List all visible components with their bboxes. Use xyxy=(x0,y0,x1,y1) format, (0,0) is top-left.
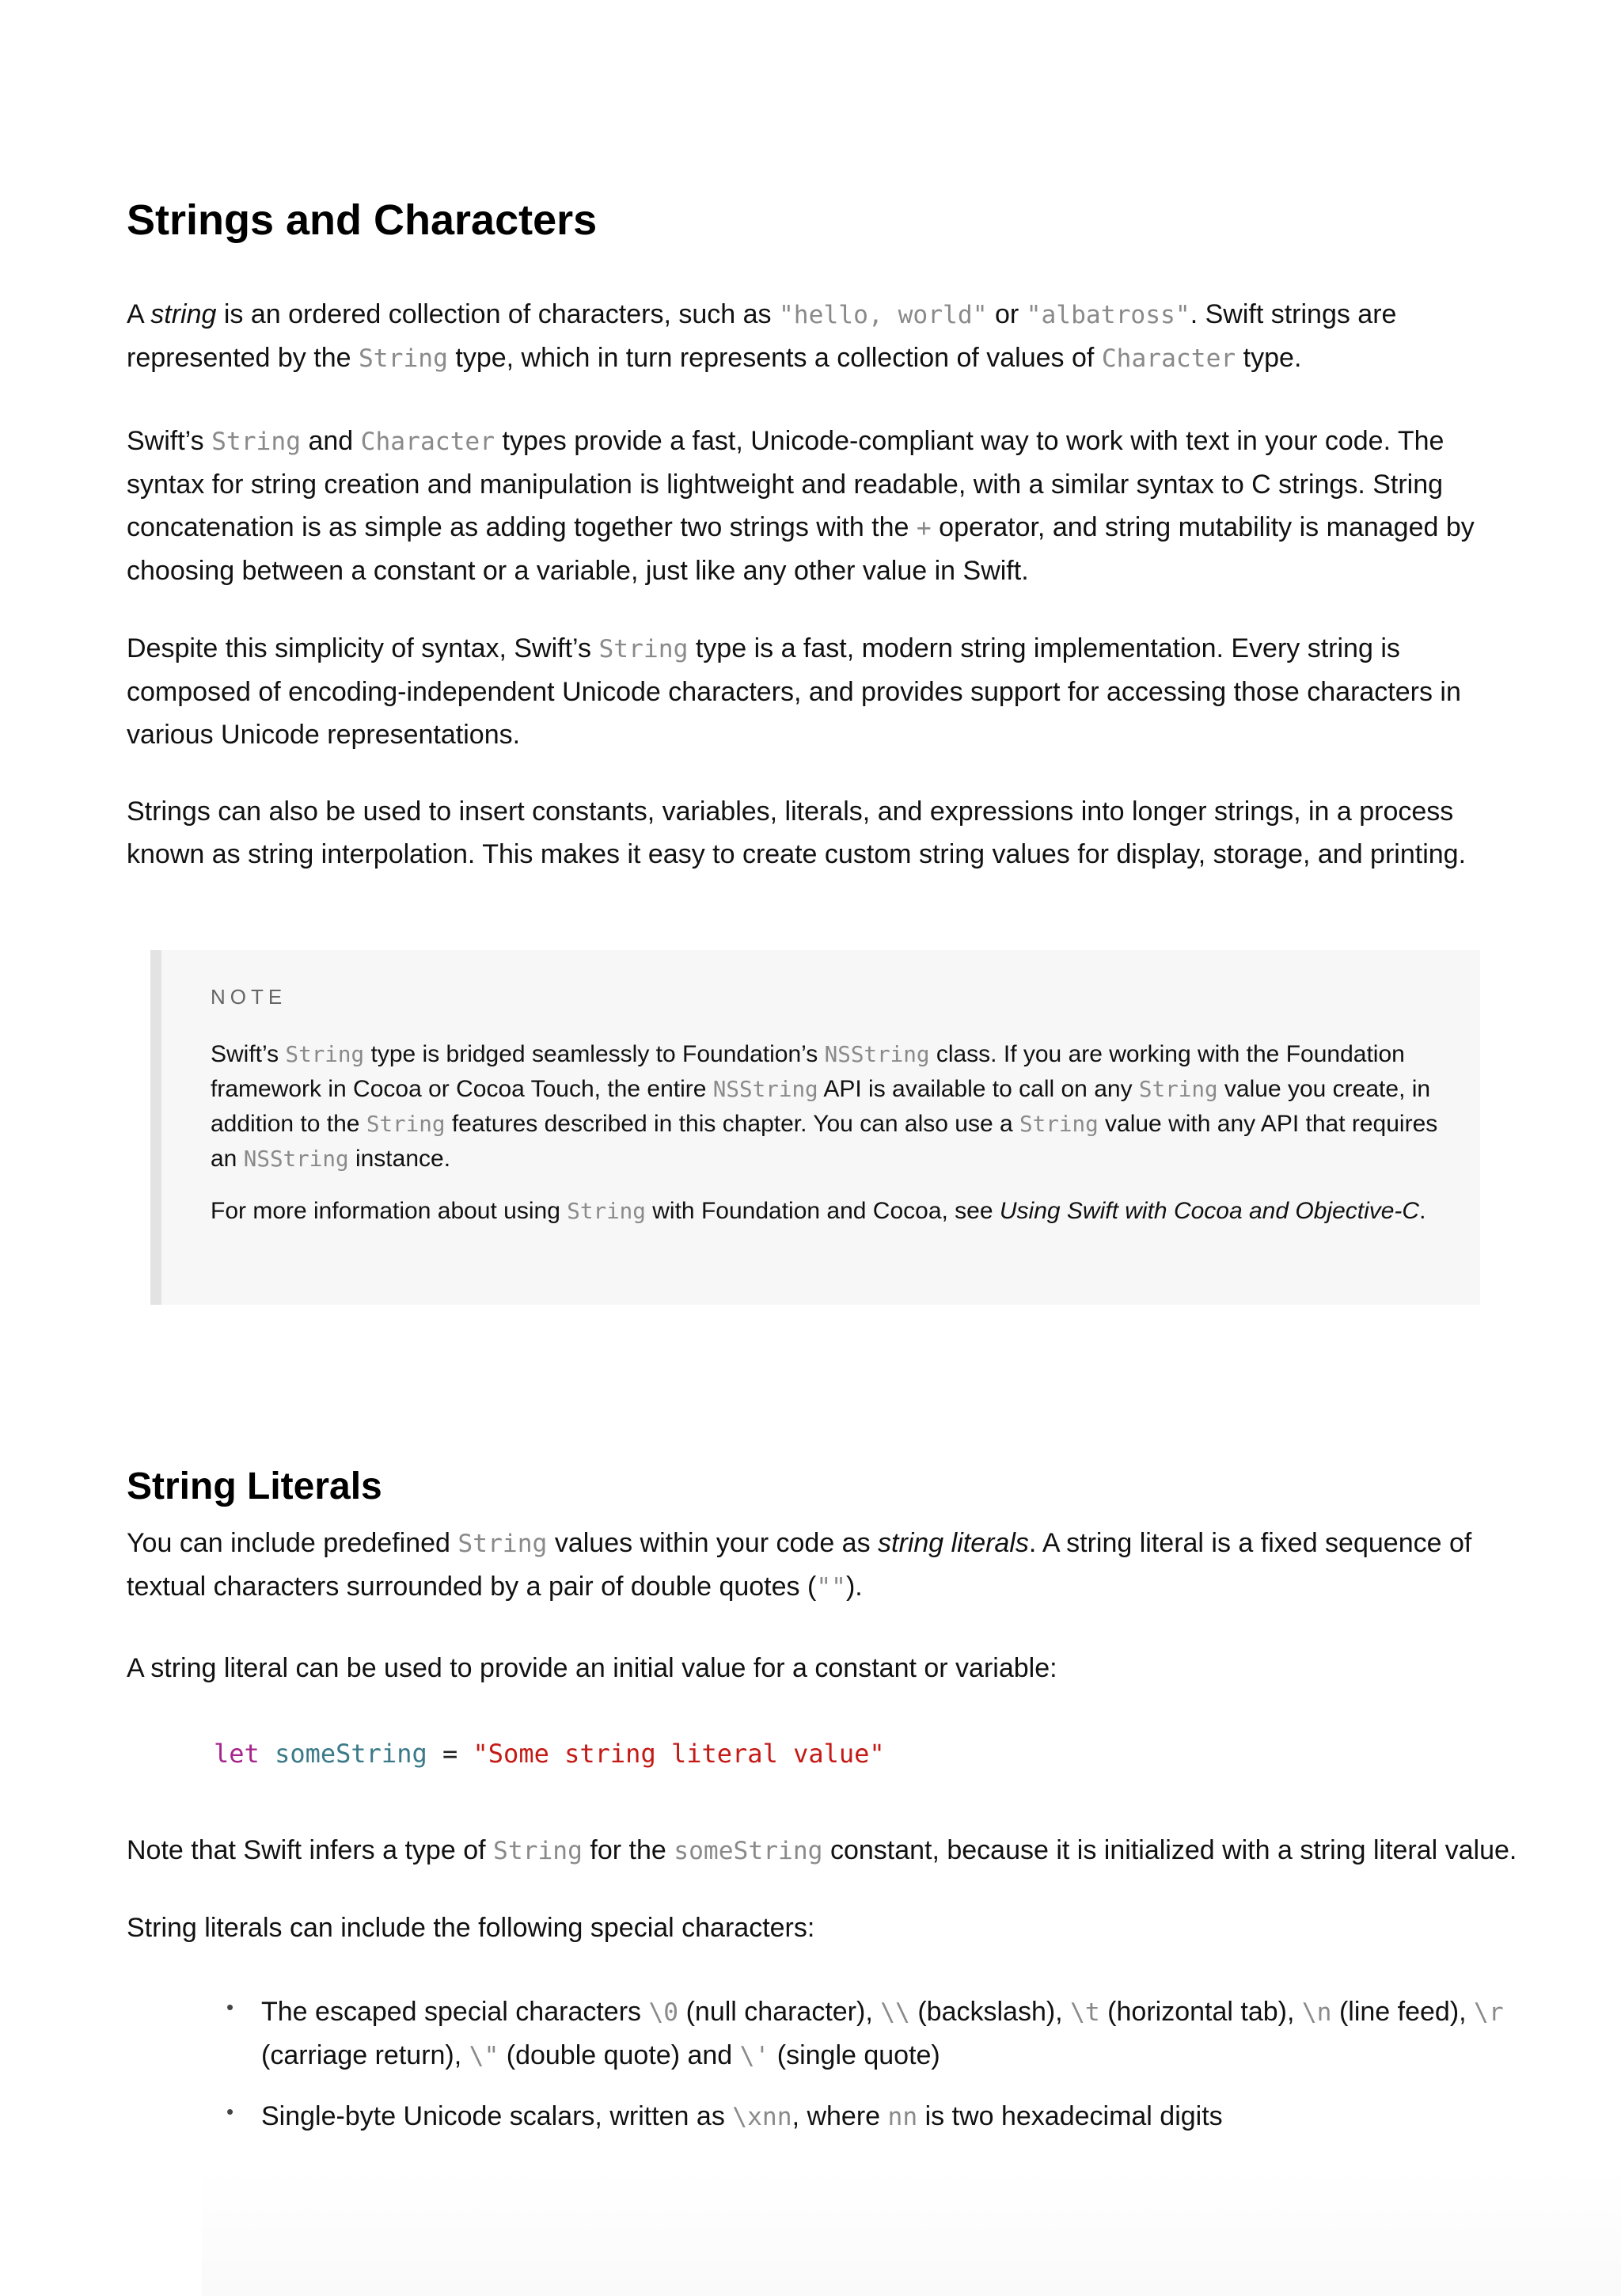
emphasis-string: string xyxy=(150,299,217,329)
inline-code: Character xyxy=(1101,344,1236,373)
inline-code: NSString xyxy=(712,1076,818,1102)
text-run: type is bridged seamlessly to Foundation’s xyxy=(364,1041,825,1067)
inline-code: "hello, world" xyxy=(778,301,988,329)
inline-code: "albatross" xyxy=(1026,301,1190,329)
emphasis-string-literals: string literals xyxy=(878,1528,1029,1558)
inline-code: String xyxy=(285,1041,365,1067)
text-run: Swift’s xyxy=(127,426,212,456)
text-run: values within your code as xyxy=(547,1528,879,1558)
bullet-icon: • xyxy=(226,1995,234,2019)
note-label: NOTE xyxy=(211,985,287,1009)
inline-code: String xyxy=(598,635,689,663)
inline-code: \r xyxy=(1474,1998,1504,2027)
code-example xyxy=(214,1739,885,1769)
intro-paragraph-1 xyxy=(127,293,1520,380)
text-run: . A string literal is a fixed sequence of textual characters surrounded by a pair of double quotes ( xyxy=(127,1528,1472,1602)
intro-paragraph-4: Strings can also be used to insert constants, variables, literals, and expressions into longer strings, in a process known as string interpolation. This makes it easy to create custom string values for display, storage, and printing. xyxy=(127,796,1467,869)
text-run: , where xyxy=(792,2101,888,2131)
page-bottom-shade xyxy=(202,2169,1621,2296)
text-run: types provide a fast, Unicode-compliant way to work with text in your code. The syntax for string creation and manipulation is lightweight and readable, with a similar syntax to C strings. String concatenation is as simple as adding together two strings with the xyxy=(127,426,1444,542)
text-run: Single-byte Unicode scalars, written as xyxy=(261,2101,733,2131)
literals-paragraph-2: A string literal can be used to provide an initial value for a constant or variable: xyxy=(127,1653,1057,1683)
list-item xyxy=(226,2095,1607,2138)
text-run: instance. xyxy=(348,1146,451,1172)
list-item xyxy=(226,1990,1607,2077)
inline-code: NSString xyxy=(824,1041,930,1067)
inline-code: \\ xyxy=(880,1998,910,2027)
text-run: for the xyxy=(582,1835,674,1865)
inline-code: String xyxy=(358,344,448,373)
inline-code: String xyxy=(457,1530,548,1558)
text-run: (horizontal tab), xyxy=(1099,1997,1302,2027)
text-run: is an ordered collection of characters, such as xyxy=(216,299,779,329)
text-run: features described in this chapter. You can also use a xyxy=(445,1111,1019,1137)
text-run: Note that Swift infers a type of xyxy=(127,1835,494,1865)
text-run: class. If you are working with the Foundation framework in Cocoa or Cocoa Touch, the entire xyxy=(211,1041,1405,1102)
text-run: Swift’s xyxy=(211,1041,286,1067)
text-run: ). xyxy=(845,1572,863,1602)
inline-code: + xyxy=(916,514,932,542)
inline-code: NSString xyxy=(243,1146,349,1172)
text-run: (carriage return), xyxy=(261,2040,469,2070)
text-run: constant, because it is initialized with a string literal value. xyxy=(822,1835,1517,1865)
code-identifier: someString xyxy=(275,1739,427,1769)
text-run: Despite this simplicity of syntax, Swift’s xyxy=(127,633,599,663)
inline-code: \n xyxy=(1301,1998,1332,2027)
literals-paragraph-1 xyxy=(127,1522,1520,1609)
literals-paragraph-3 xyxy=(127,1829,1551,1872)
special-characters-list xyxy=(226,1990,1607,2156)
text-run: For more information about using xyxy=(211,1198,568,1224)
text-run: The escaped special characters xyxy=(261,1997,649,2027)
section-heading-string-literals: String Literals xyxy=(127,1465,382,1507)
text-run: (null character), xyxy=(678,1997,881,2027)
code-keyword: let xyxy=(214,1739,260,1769)
text-run: is two hexadecimal digits xyxy=(917,2101,1223,2131)
inline-code: "" xyxy=(816,1573,846,1602)
text-run: type is a fast, modern string implementation. Every string is composed of encoding-independent Unicode characters, and provides support for accessing those characters in various Unicode representations. xyxy=(127,633,1461,750)
intro-paragraph-3 xyxy=(127,627,1520,756)
note-paragraph-1 xyxy=(211,1037,1445,1177)
intro-paragraph-2 xyxy=(127,420,1520,592)
code-string-literal: "Some string literal value" xyxy=(473,1739,885,1769)
inline-code: someString xyxy=(674,1837,823,1865)
text-run: operator, and string mutability is managed by choosing between a constant or a variable, just like any other value in Swift. xyxy=(127,512,1475,586)
page-title: Strings and Characters xyxy=(127,196,598,244)
text-run: type. xyxy=(1236,343,1302,373)
inline-code: \0 xyxy=(648,1998,679,2027)
inline-code: \xnn xyxy=(732,2103,792,2131)
literals-paragraph-4: String literals can include the following special characters: xyxy=(127,1913,815,1943)
text-run: value you create, in addition to the xyxy=(211,1076,1431,1137)
book-title-link-text: Using Swift with Cocoa and Objective-C xyxy=(999,1198,1420,1224)
inline-code: String xyxy=(1138,1076,1218,1102)
inline-code: Character xyxy=(360,428,495,456)
text-run: and xyxy=(301,426,361,456)
inline-code: String xyxy=(211,428,302,456)
text-run: (double quote) and xyxy=(499,2040,740,2070)
text-run: . xyxy=(1419,1198,1426,1224)
inline-code: \t xyxy=(1070,1998,1100,2027)
text-run: A xyxy=(127,299,151,329)
text-run: You can include predefined xyxy=(127,1528,458,1558)
text-run: with Foundation and Cocoa, see xyxy=(645,1198,1000,1224)
text-run: (line feed), xyxy=(1331,1997,1475,2027)
text-run: . Swift strings are represented by the xyxy=(127,299,1397,373)
inline-code: nn xyxy=(887,2103,918,2131)
note-paragraph-2 xyxy=(211,1194,1445,1229)
inline-code: String xyxy=(1019,1111,1099,1137)
text-run: API is available to call on any xyxy=(818,1076,1139,1102)
text-run: (single quote) xyxy=(769,2040,940,2070)
text-run: or xyxy=(987,299,1027,329)
code-operator: = xyxy=(442,1739,458,1769)
bullet-icon: • xyxy=(226,2100,234,2123)
text-run: (backslash), xyxy=(909,1997,1071,2027)
text-run: value with any API that requires an xyxy=(211,1111,1438,1172)
text-run: type, which in turn represents a collection of values of xyxy=(447,343,1102,373)
inline-code: \" xyxy=(469,2042,499,2070)
note-box xyxy=(150,950,1480,1305)
inline-code: \' xyxy=(739,2042,770,2070)
inline-code: String xyxy=(493,1837,583,1865)
inline-code: String xyxy=(567,1198,646,1224)
inline-code: String xyxy=(366,1111,446,1137)
